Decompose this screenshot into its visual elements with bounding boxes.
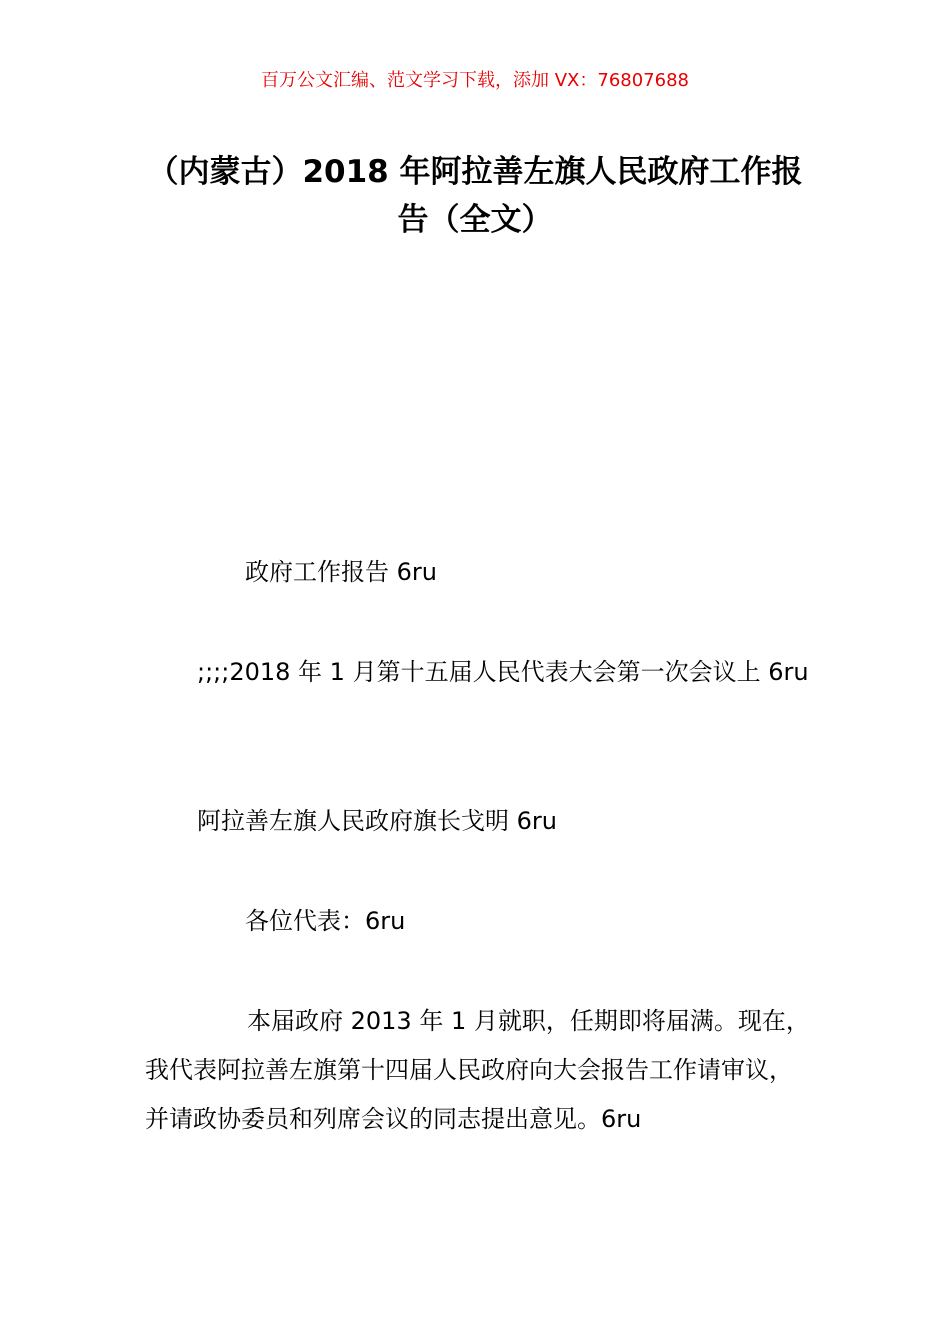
header-watermark-note: 百万公文汇编、范文学习下载，添加 VX：76807688 [261,70,689,91]
speaker-paragraph: 阿拉善左旗人民政府旗长戈明 6ru [197,807,557,835]
meeting-info-paragraph: ;;;;2018 年 1 月第十五届人民代表大会第一次会议上 6ru [197,658,809,686]
document-title: （内蒙古）2018 年阿拉善左旗人民政府工作报告（全文） [147,154,803,238]
salutation-paragraph: 各位代表：6ru [245,907,406,935]
body-paragraph: 本届政府 2013 年 1 月就职，任期即将届满。现在，我代表阿拉善左旗第十四届人民政府向大会报告工作请审议，并请政协委员和列席会议的同志提出意见。6ru [145,1007,810,1133]
report-heading-paragraph: 政府工作报告 6ru [245,558,437,586]
